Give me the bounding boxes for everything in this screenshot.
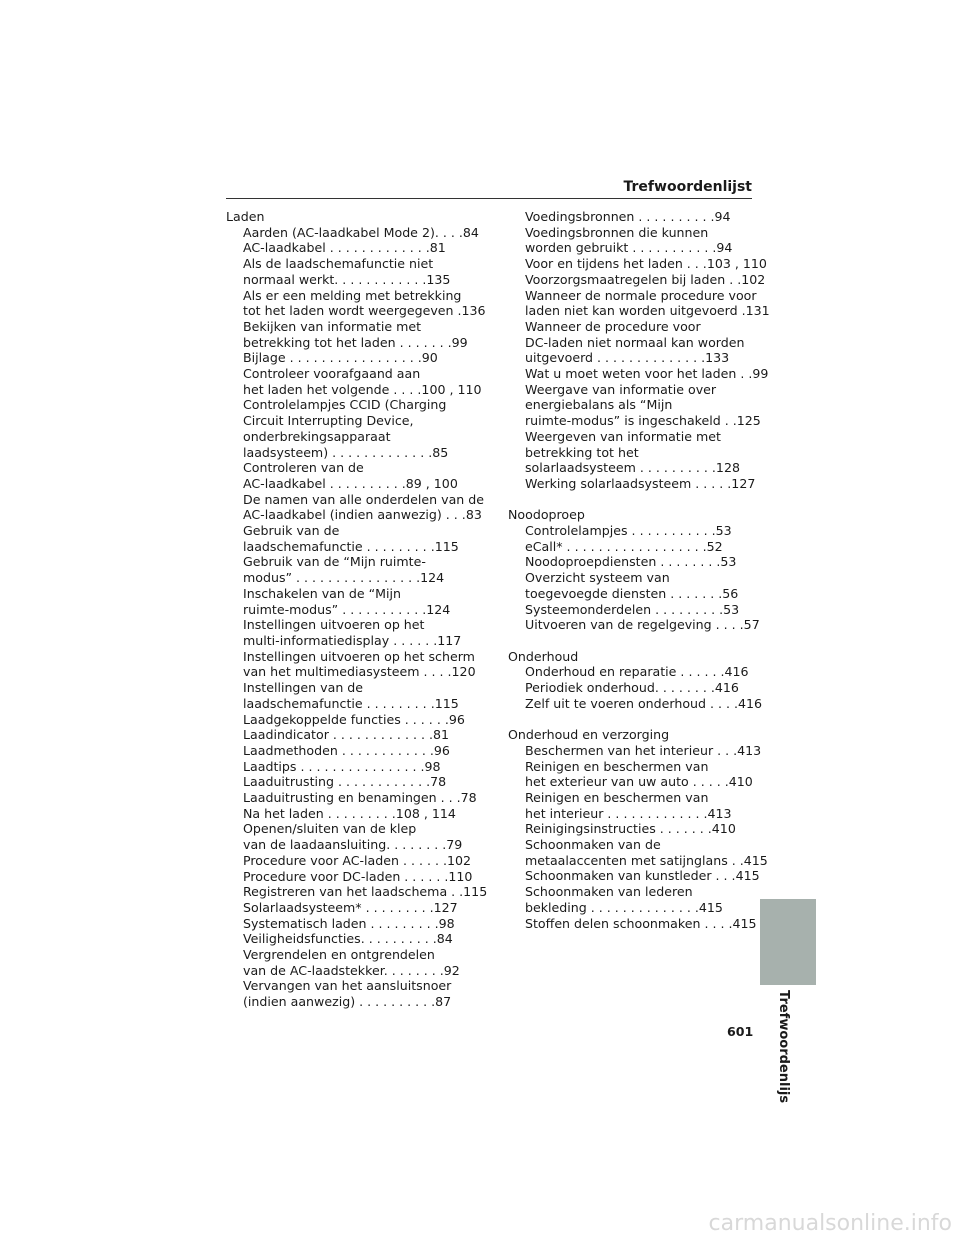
index-sub-entry: AC-laadkabel . . . . . . . . . . . . .81 [243, 240, 446, 256]
index-sub-entry: Solarlaadsysteem* . . . . . . . . .127 [243, 899, 458, 915]
index-sub-entry: Laaduitrusting . . . . . . . . . . . .78 [243, 774, 447, 790]
page-number: 601 [727, 1024, 754, 1039]
page-header-title: Trefwoordenlijst [623, 179, 752, 195]
index-sub-entry: DC-laden niet normaal kan worden [525, 334, 745, 350]
index-sub-entry: metaalaccenten met satijnglans . .415 [525, 852, 768, 868]
index-sub-entry: Controlelampjes . . . . . . . . . . .53 [525, 523, 732, 539]
index-sub-entry: modus” . . . . . . . . . . . . . . . .124 [243, 570, 445, 586]
index-sub-entry: betrekking tot het [525, 444, 639, 460]
index-column-left [226, 209, 488, 1010]
index-sub-entry: laadschemafunctie . . . . . . . . .115 [243, 695, 459, 711]
side-tab-marker [760, 899, 816, 985]
index-sub-entry: het exterieur van uw auto . . . . .410 [525, 774, 753, 790]
index-sub-entry: Controleren van de [243, 460, 364, 476]
index-sub-entry: Vergrendelen en ontgrendelen [243, 947, 435, 963]
index-sub-entry: Onderhoud en reparatie . . . . . .416 [525, 664, 749, 680]
index-sub-entry: het interieur . . . . . . . . . . . . .413 [525, 805, 732, 821]
index-sub-entry: Procedure voor DC-laden . . . . . .110 [243, 868, 473, 884]
index-sub-entry: Reinigen en beschermen van [525, 758, 709, 774]
index-sub-entry: Beschermen van het interieur . . .413 [525, 742, 762, 758]
index-sub-entry: tot het laden wordt weergegeven .136 [243, 303, 486, 319]
index-sub-entry: worden gebruikt . . . . . . . . . . .94 [525, 240, 733, 256]
index-sub-entry: Voedingsbronnen . . . . . . . . . .94 [525, 209, 731, 224]
index-sub-entry: Laadmethoden . . . . . . . . . . . .96 [243, 742, 450, 758]
index-sub-entry: Laadindicator . . . . . . . . . . . . .81 [243, 727, 449, 743]
index-sub-entry: laden niet kan worden uitgevoerd .131 [525, 303, 770, 319]
index-sub-entry: Controleer voorafgaand aan [243, 366, 421, 382]
index-sub-entry: De namen van alle onderdelen van de [243, 491, 485, 507]
index-sub-entry: laadschemafunctie . . . . . . . . .115 [243, 538, 459, 554]
index-sub-entry: multi-informatiedisplay . . . . . .117 [243, 632, 462, 648]
index-sub-entry: laadsysteem) . . . . . . . . . . . . .85 [243, 444, 449, 460]
index-sub-entry: Laaduitrusting en benamingen . . .78 [243, 790, 477, 806]
index-sub-entry: Veiligheidsfuncties. . . . . . . . . .84 [243, 931, 453, 947]
index-sub-entry: Bekijken van informatie met [243, 318, 422, 334]
index-sub-entry: Als er een melding met betrekking [243, 287, 462, 303]
index-sub-entry: ruimte-modus” is ingeschakeld . .125 [525, 413, 761, 429]
index-main-entry: Onderhoud [508, 648, 579, 664]
side-tab-label: Trefwoordenlijs [776, 990, 791, 1104]
index-sub-entry: Voedingsbronnen die kunnen [525, 224, 709, 240]
index-sub-entry: betrekking tot het laden . . . . . . .99 [243, 334, 468, 350]
index-sub-entry: energiebalans als “Mijn [525, 397, 673, 413]
index-sub-entry: Voor en tijdens het laden . . .103 , 110 [525, 256, 767, 272]
index-sub-entry: Wat u moet weten voor het laden . .99 [525, 366, 769, 382]
index-sub-entry: toegevoegde diensten . . . . . . .56 [525, 585, 739, 601]
index-sub-entry: bekleding . . . . . . . . . . . . . .415 [525, 899, 723, 915]
index-main-entry: Noodoproep [508, 507, 585, 523]
index-sub-entry: Periodiek onderhoud. . . . . . . .416 [525, 680, 739, 696]
index-sub-entry: Controlelampjes CCID (Charging [243, 397, 447, 413]
index-sub-entry: Stoffen delen schoonmaken . . . .415 [525, 915, 757, 931]
index-sub-entry: Procedure voor AC-laden . . . . . .102 [243, 852, 472, 868]
index-sub-entry: solarlaadsysteem . . . . . . . . . .128 [525, 460, 740, 476]
index-sub-entry: Noodoproepdiensten . . . . . . . .53 [525, 554, 737, 570]
index-sub-entry: Werking solarlaadsysteem . . . . .127 [525, 475, 756, 491]
index-sub-entry: AC-laadkabel . . . . . . . . . .89 , 100 [243, 475, 458, 491]
index-sub-entry: Reinigingsinstructies . . . . . . .410 [525, 821, 736, 837]
index-sub-entry: Systematisch laden . . . . . . . . .98 [243, 915, 455, 931]
index-sub-entry: ruimte-modus” . . . . . . . . . . .124 [243, 601, 451, 617]
index-sub-entry: AC-laadkabel (indien aanwezig) . . .83 [243, 507, 482, 523]
index-sub-entry: eCall* . . . . . . . . . . . . . . . . . .52 [525, 538, 723, 554]
index-sub-entry: Schoonmaken van lederen [525, 884, 693, 900]
index-sub-entry: Weergave van informatie over [525, 381, 717, 397]
watermark: carmanualsonline.info [708, 1211, 952, 1236]
index-sub-entry: Openen/sluiten van de klep [243, 821, 417, 837]
index-sub-entry: Systeemonderdelen . . . . . . . . .53 [525, 601, 740, 617]
index-sub-entry: Instellingen uitvoeren op het scherm [243, 648, 475, 664]
index-sub-entry: Circuit Interrupting Device, [243, 413, 414, 429]
index-sub-entry: Aarden (AC-laadkabel Mode 2). . . .84 [243, 224, 479, 240]
index-sub-entry: van de AC-laadstekker. . . . . . . .92 [243, 962, 460, 978]
index-main-entry: Onderhoud en verzorging [508, 727, 670, 743]
index-sub-entry: normaal werkt. . . . . . . . . . . .135 [243, 271, 451, 287]
index-sub-entry: Laadtips . . . . . . . . . . . . . . . .98 [243, 758, 441, 774]
index-sub-entry: Reinigen en beschermen van [525, 789, 709, 805]
index-sub-entry: Laadgekoppelde functies . . . . . .96 [243, 711, 465, 727]
index-sub-entry: Na het laden . . . . . . . . .108 , 114 [243, 805, 456, 821]
index-sub-entry: uitgevoerd . . . . . . . . . . . . . .133 [525, 350, 730, 366]
index-sub-entry: Instellingen van de [243, 680, 364, 696]
index-sub-entry: Bijlage . . . . . . . . . . . . . . . . .90 [243, 350, 438, 366]
index-sub-entry: Zelf uit te voeren onderhoud . . . .416 [525, 695, 763, 711]
index-sub-entry: Voorzorgsmaatregelen bij laden . .102 [525, 271, 766, 287]
index-sub-entry: Inschakelen van de “Mijn [243, 585, 401, 601]
index-sub-entry: Wanneer de procedure voor [525, 318, 701, 334]
index-sub-entry: van de laadaansluiting. . . . . . . .79 [243, 837, 463, 853]
index-sub-entry: Overzicht systeem van [525, 570, 670, 586]
index-sub-entry: Gebruik van de [243, 523, 340, 539]
index-sub-entry: het laden het volgende . . . .100 , 110 [243, 381, 482, 397]
index-sub-entry: (indien aanwezig) . . . . . . . . . .87 [243, 994, 452, 1010]
index-sub-entry: Registreren van het laadschema . .115 [243, 884, 488, 900]
index-sub-entry: onderbrekingsapparaat [243, 428, 391, 444]
index-sub-entry: Als de laadschemafunctie niet [243, 256, 434, 272]
index-sub-entry: Instellingen uitvoeren op het [243, 617, 425, 633]
index-sub-entry: van het multimediasysteem . . . .120 [243, 664, 476, 680]
index-sub-entry: Vervangen van het aansluitsnoer [243, 978, 452, 994]
index-sub-entry: Gebruik van de “Mijn ruimte- [243, 554, 426, 570]
index-sub-entry: Uitvoeren van de regelgeving . . . .57 [525, 617, 760, 633]
index-sub-entry: Wanneer de normale procedure voor [525, 287, 757, 303]
index-main-entry: Laden [226, 209, 265, 224]
index-sub-entry: Schoonmaken van de [525, 837, 661, 853]
index-sub-entry: Schoonmaken van kunstleder . . .415 [525, 868, 760, 884]
header-rule [226, 198, 752, 199]
index-sub-entry: Weergeven van informatie met [525, 428, 721, 444]
index-column-right [508, 209, 770, 931]
